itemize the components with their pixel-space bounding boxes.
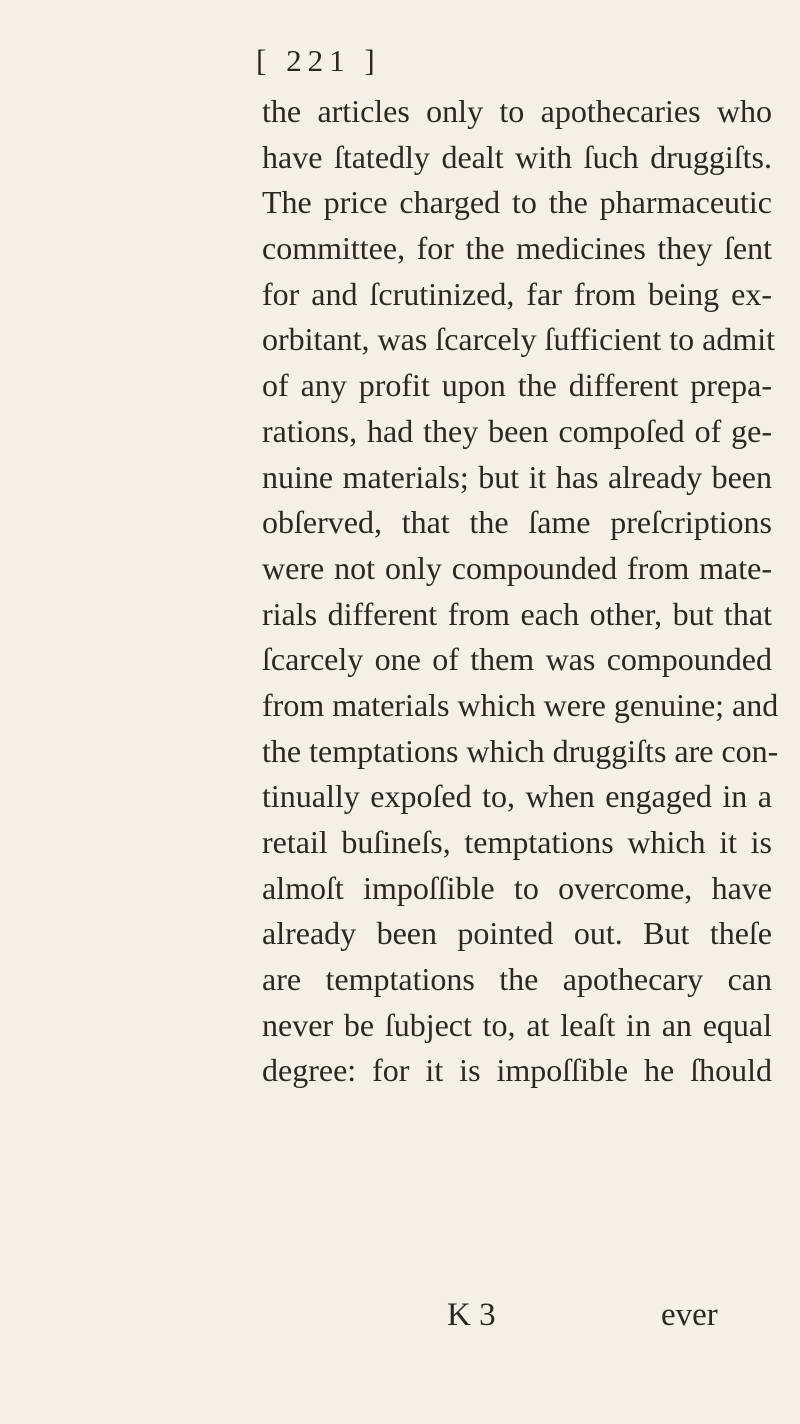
- text-line: committee, for the medicines they ſent: [262, 230, 772, 267]
- text-line: never be ſubject to, at leaſt in an equal: [262, 1006, 772, 1043]
- text-line: were not only compounded from mate-: [262, 549, 772, 586]
- text-line: have ſtatedly dealt with ſuch druggiſts.: [262, 138, 772, 175]
- text-line: nuine materials; but it has already been: [262, 458, 772, 495]
- text-line: retail buſineſs, temptations which it is: [262, 824, 772, 860]
- text-line: ſcarcely one of them was compounded: [262, 641, 772, 678]
- page-header: [0, 16, 800, 86]
- text-line: of any profit upon the different prepa-: [262, 367, 772, 404]
- text-line: from materials which were genuine; and: [262, 686, 779, 723]
- text-line: already been pointed out. But theſe: [262, 915, 772, 952]
- text-line: for and ſcrutinized, far from being ex-: [262, 275, 772, 312]
- text-line: obſerved, that the ſame preſcriptions: [262, 504, 772, 541]
- text-line: rations, had they been compoſed of ge-: [262, 412, 772, 449]
- text-line: degree: for it is impoſſible he ſhould: [262, 1052, 772, 1089]
- text-line: tinually expoſed to, when engaged in a: [262, 778, 772, 815]
- text-line: rials different from each other, but that: [262, 595, 772, 632]
- text-line: the articles only to apothecaries who: [262, 93, 772, 129]
- text-line: the temptations which druggiſts are con-: [262, 732, 779, 769]
- page-number: [ 221 ]: [256, 43, 381, 78]
- text-line: orbitant, was ſcarcely ſufficient to admit: [262, 321, 776, 358]
- text-line: The price charged to the pharmaceutic: [262, 184, 772, 221]
- catchword: ever: [661, 1297, 718, 1333]
- text-line: are temptations the apothecary can: [262, 961, 772, 998]
- signature-mark: K 3: [447, 1297, 496, 1333]
- text-line: almoſt impoſſible to overcome, have: [262, 869, 772, 906]
- page-footer: [0, 1291, 800, 1351]
- body-text: [262, 89, 779, 1094]
